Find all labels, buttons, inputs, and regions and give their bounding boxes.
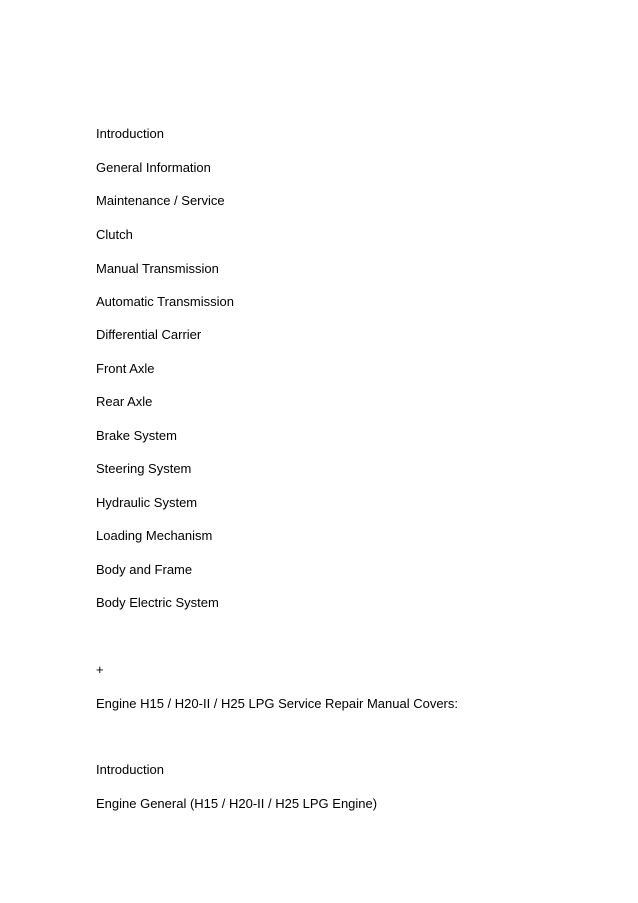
toc-item-steering-system: Steering System [96,461,192,476]
toc-item-rear-axle: Rear Axle [96,394,153,409]
engine-toc-item-engine-general: Engine General (H15 / H20-II / H25 LPG Engine) [96,796,378,811]
engine-heading: Engine H15 / H20-II / H25 LPG Service Repair Manual Covers: [96,696,459,711]
toc-item-front-axle: Front Axle [96,361,155,376]
toc-item-automatic-transmission: Automatic Transmission [96,294,234,309]
toc-item-maintenance-service: Maintenance / Service [96,193,225,208]
toc-item-loading-mechanism: Loading Mechanism [96,528,213,543]
toc-item-introduction: Introduction [96,126,164,141]
toc-item-differential-carrier: Differential Carrier [96,327,202,342]
toc-item-general-information: General Information [96,160,211,175]
separator-plus: + [96,662,104,677]
toc-item-hydraulic-system: Hydraulic System [96,495,198,510]
toc-item-brake-system: Brake System [96,428,177,443]
engine-toc-item-introduction: Introduction [96,762,164,777]
toc-item-manual-transmission: Manual Transmission [96,261,219,276]
toc-item-clutch: Clutch [96,227,133,242]
toc-item-body-and-frame: Body and Frame [96,562,193,577]
toc-item-body-electric-system: Body Electric System [96,595,219,610]
